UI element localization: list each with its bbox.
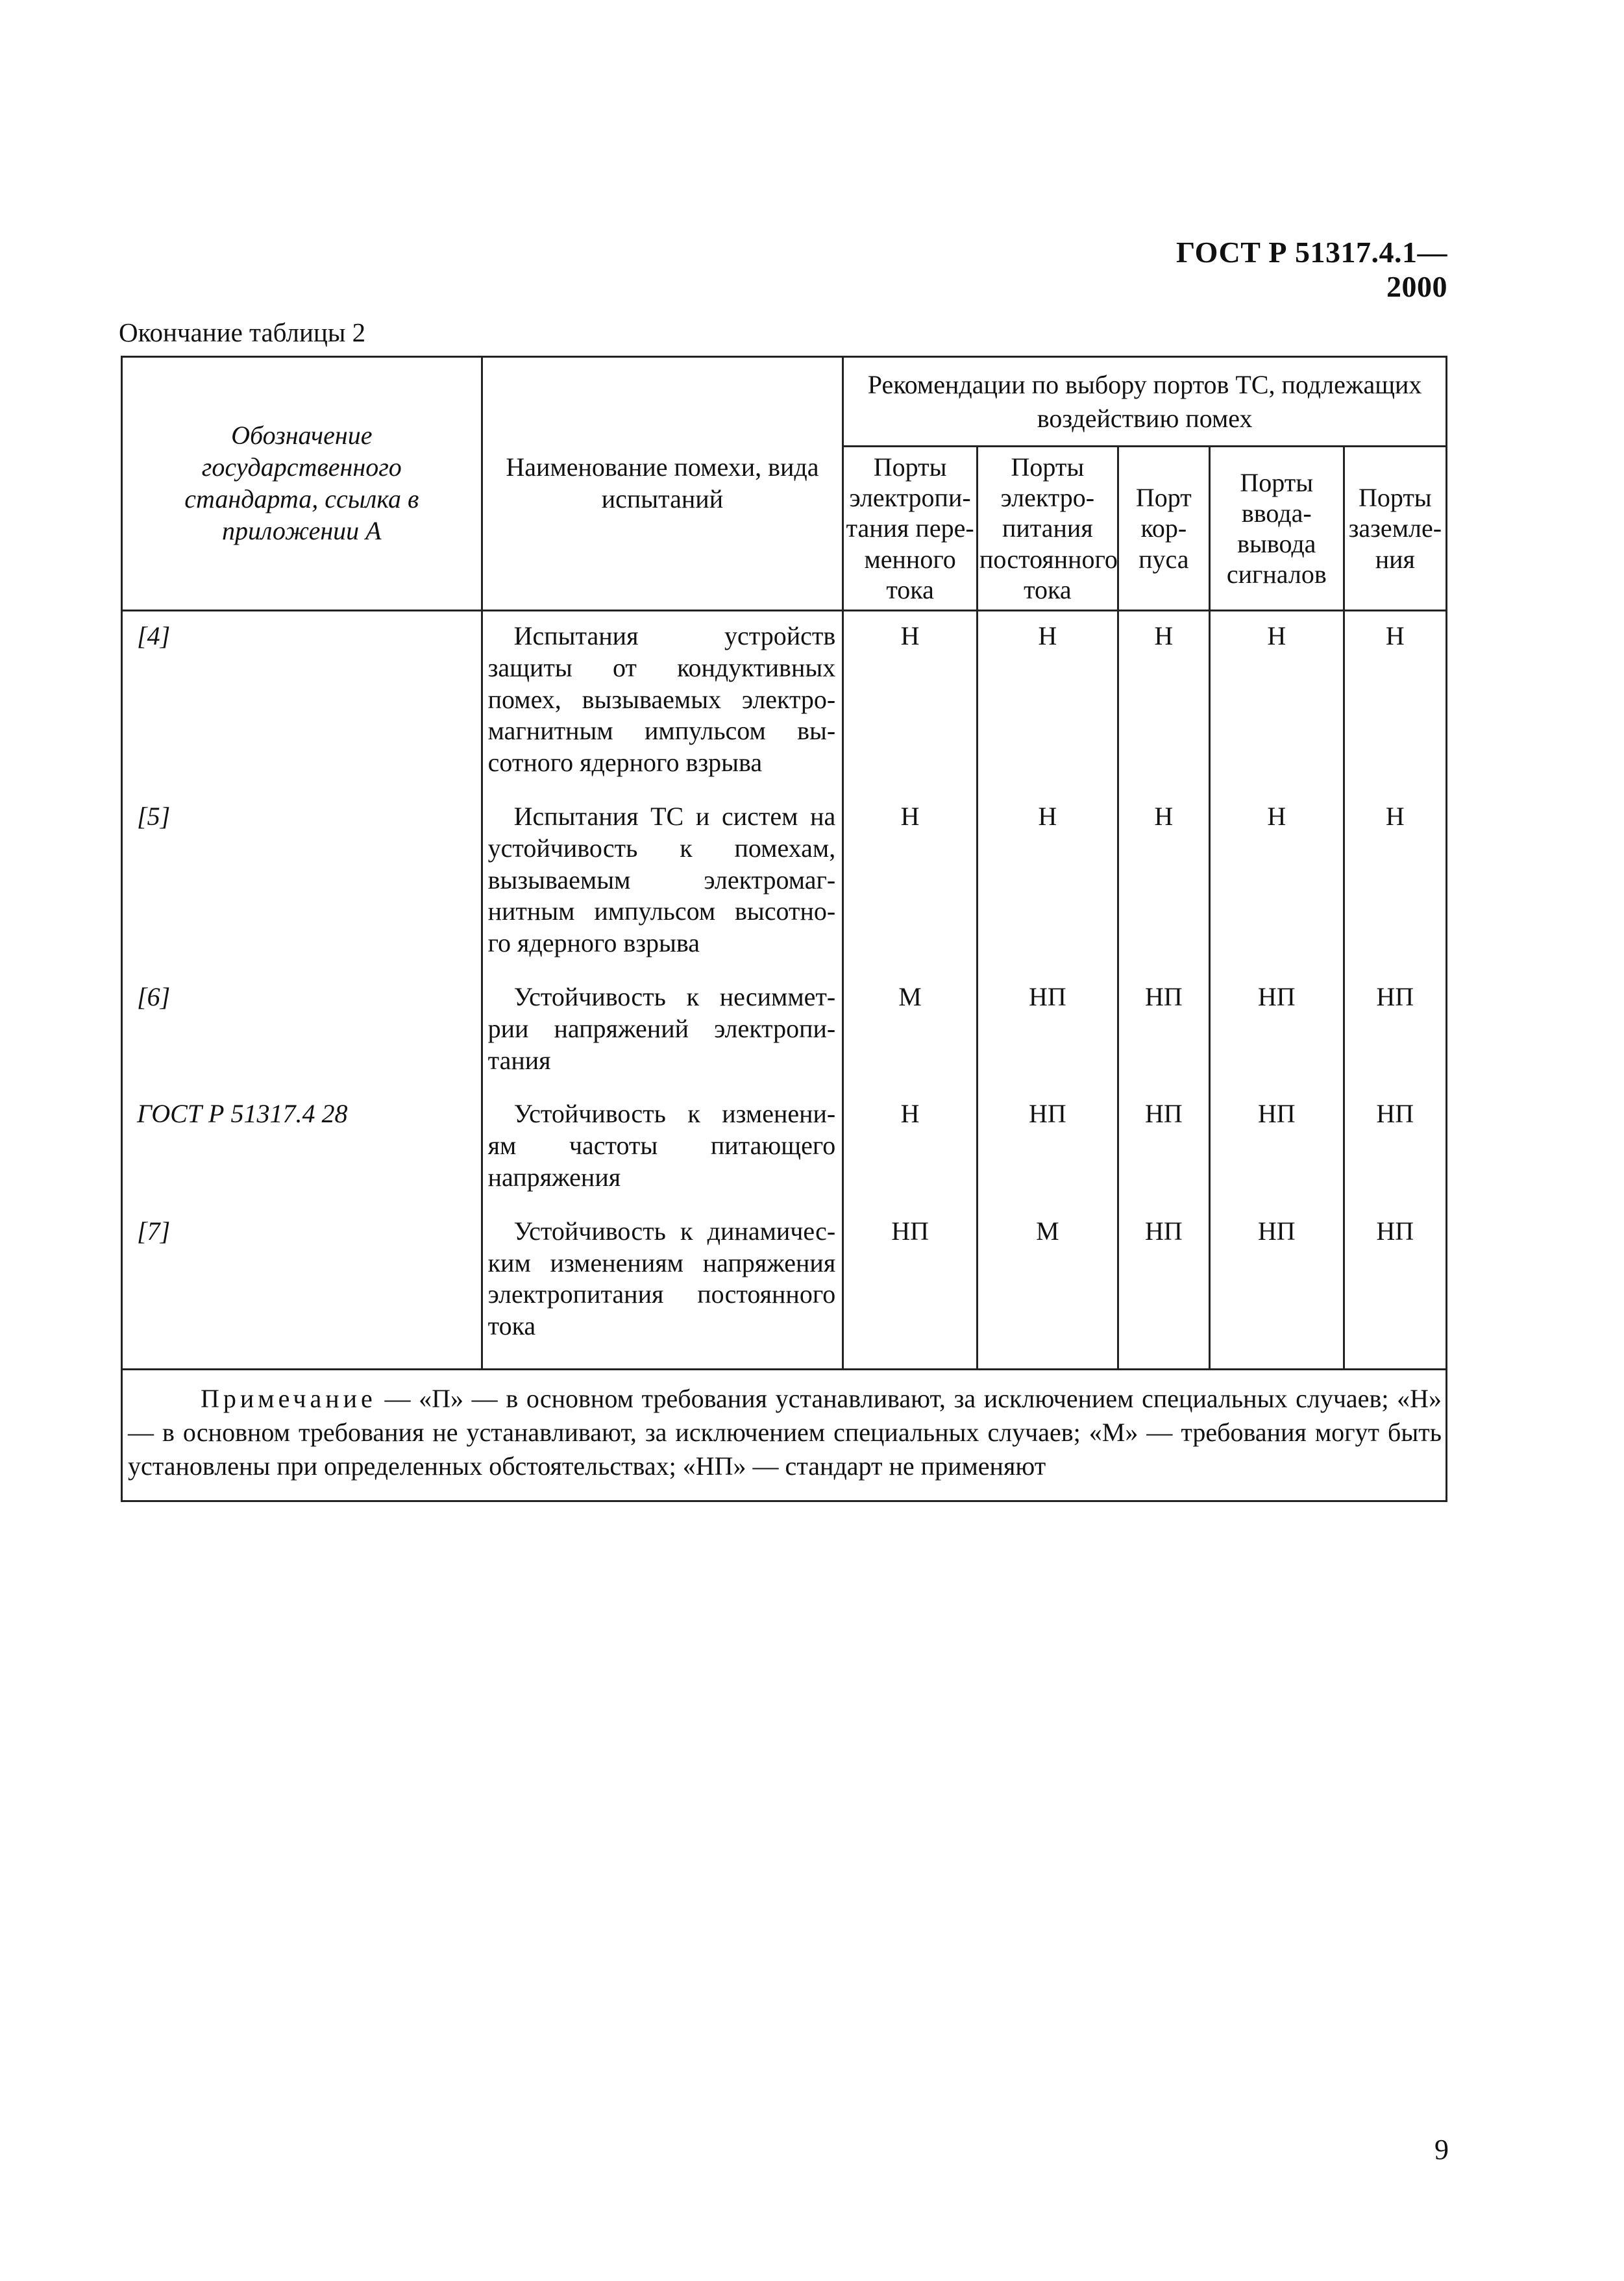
- row-value-ac: НП: [843, 1207, 978, 1370]
- row-value-enclosure: НП: [1118, 1089, 1209, 1206]
- row-value-ground: НП: [1344, 1207, 1446, 1370]
- row-value-enclosure: НП: [1118, 1207, 1209, 1370]
- row-name: Устойчивость к динамичес- ким изменениям напряжения электропитания постоянного тока: [482, 1207, 843, 1370]
- table-row: [122, 1207, 1447, 1370]
- table-row: [122, 1089, 1447, 1206]
- header-port-signal-io: Порты ввода- вывода сигналов: [1209, 447, 1344, 611]
- table-note: [122, 1369, 1447, 1501]
- row-value-ac: Н: [843, 611, 978, 792]
- header-standard-ref: Обозначение государственного стандарта, ссылка в приложении А: [122, 357, 482, 611]
- row-value-enclosure: Н: [1118, 611, 1209, 792]
- row-value-signal: НП: [1209, 1207, 1344, 1370]
- row-value-dc: НП: [977, 1089, 1118, 1206]
- table-row: [122, 611, 1447, 792]
- row-value-ground: НП: [1344, 1089, 1446, 1206]
- document-code: ГОСТ Р 51317.4.1—2000: [1176, 236, 1447, 303]
- header-port-ground: Порты заземле- ния: [1344, 447, 1446, 611]
- header-port-ac-power: Порты электропи- тания пере- менного тока: [843, 447, 978, 611]
- row-value-enclosure: НП: [1118, 972, 1209, 1089]
- header-port-enclosure: Порт кор- пуса: [1118, 447, 1209, 611]
- row-value-ac: М: [843, 972, 978, 1089]
- row-value-enclosure: Н: [1118, 792, 1209, 972]
- table-caption: Окончание таблицы 2: [119, 317, 366, 347]
- row-value-dc: М: [977, 1207, 1118, 1370]
- row-value-ac: Н: [843, 1089, 978, 1206]
- requirements-table: [121, 356, 1447, 1502]
- row-value-ground: Н: [1344, 611, 1446, 792]
- table-row: [122, 792, 1447, 972]
- row-value-dc: Н: [977, 611, 1118, 792]
- row-value-ground: НП: [1344, 972, 1446, 1089]
- row-ref: [5]: [122, 792, 482, 972]
- page-number: 9: [1434, 2134, 1449, 2165]
- note-text: — «П» — в основном требования устанавливают, за исключением специальных случаев; «Н» — в основном требования не устанавливают, за исключением специальных случаев; «М» — требования могут быть установлены при определенных обстоятельствах; «НП» — стандарт не применяют: [128, 1383, 1442, 1481]
- row-value-signal: Н: [1209, 611, 1344, 792]
- row-value-ac: Н: [843, 792, 978, 972]
- note-row: [122, 1369, 1447, 1501]
- row-ref: [7]: [122, 1207, 482, 1370]
- header-port-dc-power: Порты электро- питания постоянного тока: [977, 447, 1118, 611]
- header-interference-name: Наименование помехи, вида испытаний: [482, 357, 843, 611]
- row-name: Устойчивость к изменени- ям частоты питающего напряжения: [482, 1089, 843, 1206]
- row-ref: [4]: [122, 611, 482, 792]
- row-ref: [6]: [122, 972, 482, 1089]
- row-value-signal: НП: [1209, 1089, 1344, 1206]
- header-port-recommendations: Рекомендации по выбору портов ТС, подлежащих воздействию помех: [843, 357, 1447, 447]
- table-row: [122, 972, 1447, 1089]
- row-value-signal: Н: [1209, 792, 1344, 972]
- row-value-dc: Н: [977, 792, 1118, 972]
- row-name: Испытания ТС и систем на устойчивость к помехам, вызываемым электромаг- нитным импульсом высотно- го ядерного взрыва: [482, 792, 843, 972]
- row-value-dc: НП: [977, 972, 1118, 1089]
- row-value-signal: НП: [1209, 972, 1344, 1089]
- row-value-ground: Н: [1344, 792, 1446, 972]
- row-name: Устойчивость к несиммет- рии напряжений электропи- тания: [482, 972, 843, 1089]
- note-label: Примечание: [201, 1383, 376, 1413]
- row-name: Испытания устройств защиты от кондуктивных помех, вызываемых электро- магнитным импульсом вы- сотного ядерного взрыва: [482, 611, 843, 792]
- row-ref: ГОСТ Р 51317.4 28: [122, 1089, 482, 1206]
- header-row-1: [122, 357, 1447, 447]
